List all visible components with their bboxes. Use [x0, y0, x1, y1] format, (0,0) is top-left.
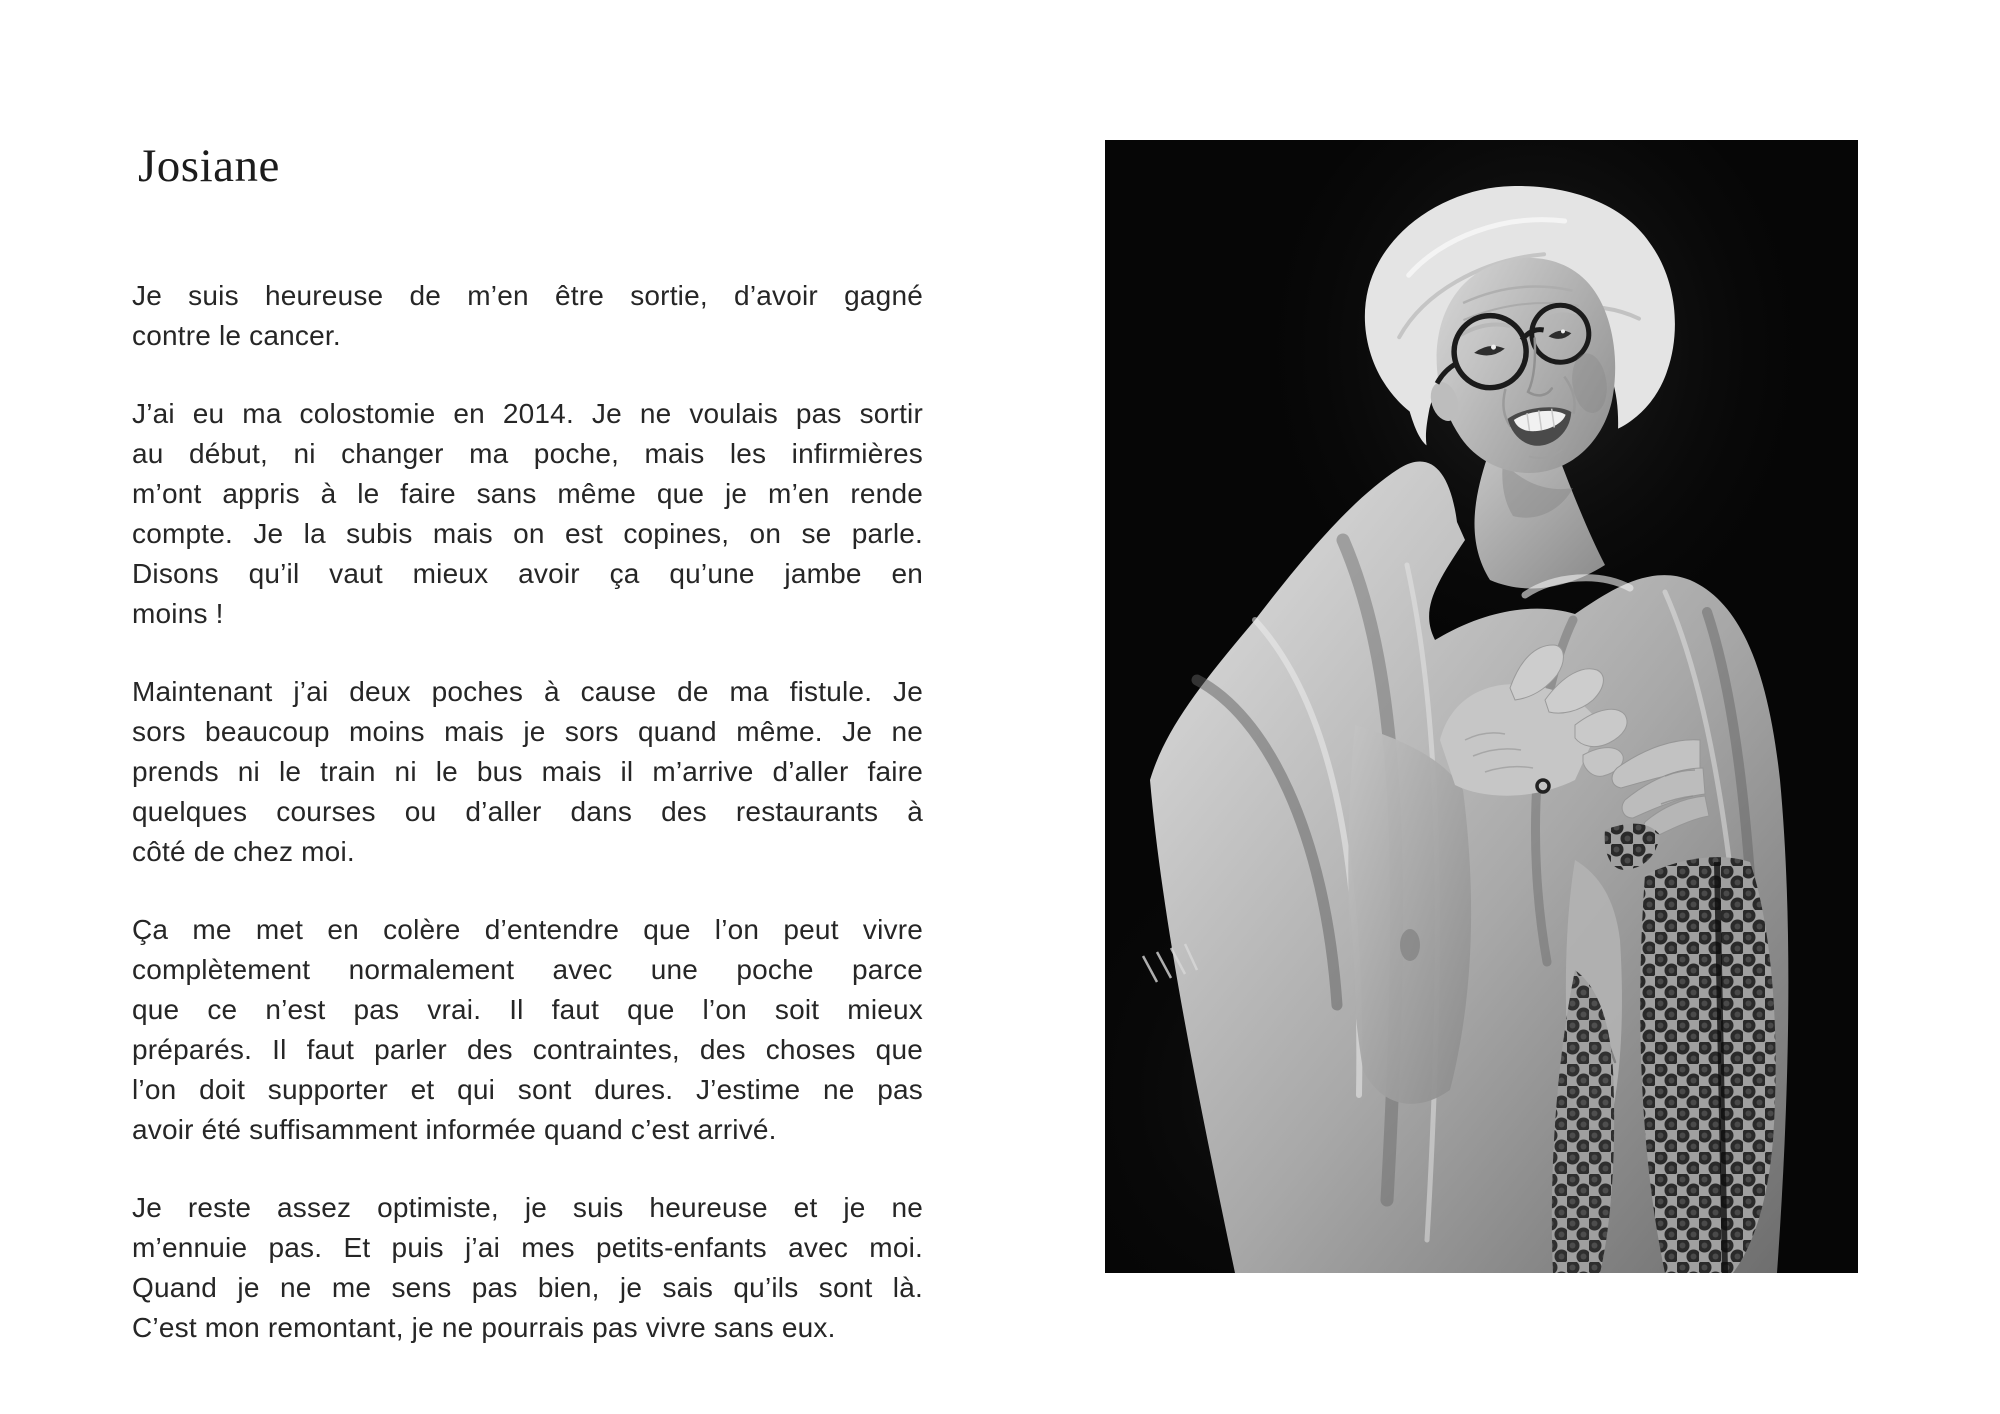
page-title: Josiane	[138, 140, 280, 192]
text-line: complètement normalement avec une poche parce	[132, 954, 923, 985]
text-line: côté de chez moi.	[132, 836, 355, 867]
text-line: Maintenant j’ai deux poches à cause de ma fistule. Je	[132, 676, 923, 707]
text-line: Je suis heureuse de m’en être sortie, d’avoir gagné	[132, 280, 923, 311]
text-line: C’est mon remontant, je ne pourrais pas vivre sans eux.	[132, 1312, 836, 1343]
text-line: au début, ni changer ma poche, mais les infirmières	[132, 438, 923, 469]
text-line: Disons qu’il vaut mieux avoir ça qu’une jambe en	[132, 558, 923, 589]
paragraph	[132, 910, 923, 1150]
text-line: moins !	[132, 598, 224, 629]
paragraph	[132, 276, 923, 356]
text-line: préparés. Il faut parler des contraintes, des choses que	[132, 1034, 923, 1065]
text-line: compte. Je la subis mais on est copines, on se parle.	[132, 518, 923, 549]
portrait-photo	[1105, 140, 1858, 1273]
text-line: contre le cancer.	[132, 320, 341, 351]
text-line: m’ennuie pas. Et puis j’ai mes petits-enfants avec moi.	[132, 1232, 923, 1263]
text-line: Je reste assez optimiste, je suis heureuse et je ne	[132, 1192, 923, 1223]
paragraph	[132, 394, 923, 634]
text-line: sors beaucoup moins mais je sors quand même. Je ne	[132, 716, 923, 747]
text-line: J’ai eu ma colostomie en 2014. Je ne voulais pas sortir	[132, 398, 923, 429]
text-line: quelques courses ou d’aller dans des restaurants à	[132, 796, 923, 827]
text-line: m’ont appris à le faire sans même que je m’en rende	[132, 478, 923, 509]
text-line: Quand je ne me sens pas bien, je sais qu’ils sont là.	[132, 1272, 923, 1303]
portrait-illustration	[1105, 140, 1858, 1273]
story-text	[132, 276, 923, 1348]
text-line: prends ni le train ni le bus mais il m’arrive d’aller faire	[132, 756, 923, 787]
paragraph	[132, 1188, 923, 1348]
text-line: l’on doit supporter et qui sont dures. J’estime ne pas	[132, 1074, 923, 1105]
text-line: Ça me met en colère d’entendre que l’on peut vivre	[132, 914, 923, 945]
text-line: avoir été suffisamment informée quand c’est arrivé.	[132, 1114, 777, 1145]
paragraph	[132, 672, 923, 872]
text-line: que ce n’est pas vrai. Il faut que l’on soit mieux	[132, 994, 923, 1025]
